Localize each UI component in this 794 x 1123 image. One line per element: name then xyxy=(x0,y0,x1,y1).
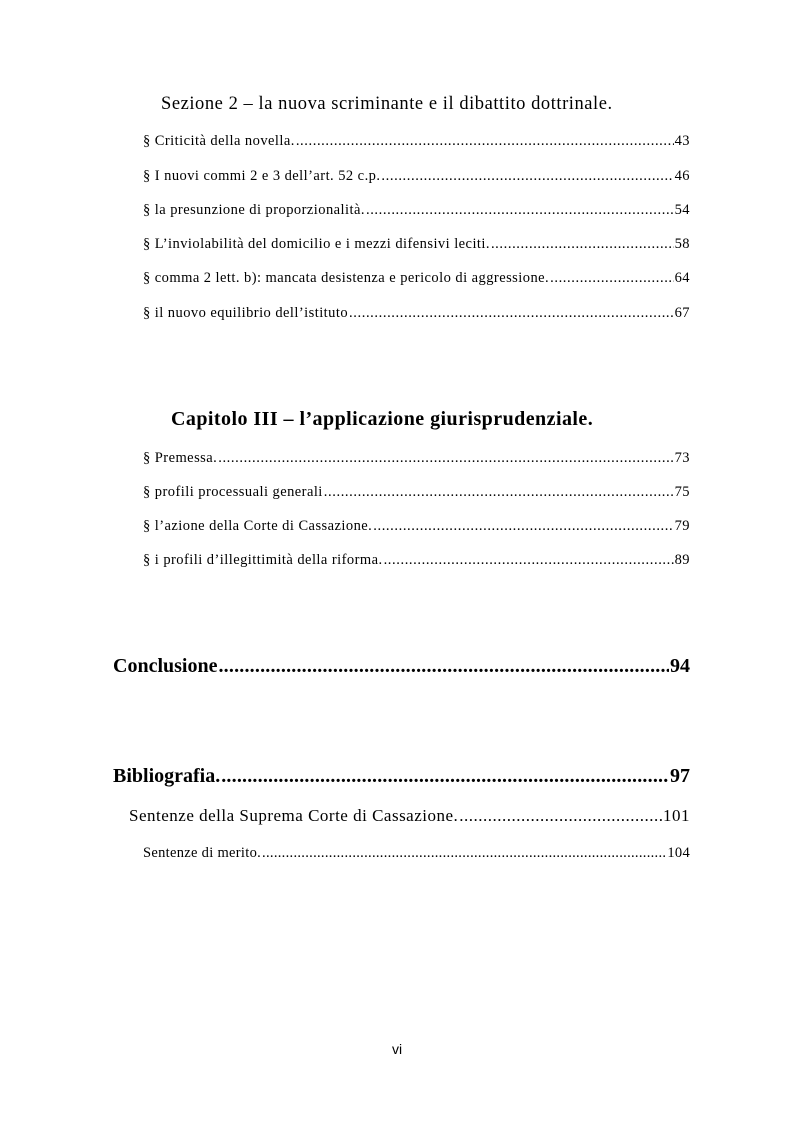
chapter-3-title: Capitolo III – l’applicazione giurisprudenziale. xyxy=(171,408,594,430)
toc-entry-page: 64 xyxy=(674,270,690,286)
toc-entry-label: § I nuovi commi 2 e 3 dell’art. 52 c.p. xyxy=(143,168,381,184)
toc-leader-dots xyxy=(296,133,674,150)
toc-entry[interactable] xyxy=(143,133,690,150)
toc-leader-dots xyxy=(218,450,673,467)
page-number: vi xyxy=(391,1041,403,1057)
toc-leader-dots xyxy=(373,518,673,535)
toc-entry-label: § comma 2 lett. b): mancata desistenza e pericolo di aggressione. xyxy=(143,270,550,286)
toc-entry-page: 75 xyxy=(674,484,690,500)
toc-entry-label: Sentenze di merito. xyxy=(143,845,262,861)
toc-entry-page: 67 xyxy=(674,305,690,321)
toc-conclusione-page: 94 xyxy=(670,655,690,677)
toc-entry-page: 43 xyxy=(674,133,690,149)
toc-entry[interactable] xyxy=(143,450,690,467)
toc-bibliografia-page: 97 xyxy=(670,765,690,787)
toc-leader-dots xyxy=(381,168,673,185)
toc-entry[interactable] xyxy=(143,168,690,185)
toc-conclusione[interactable] xyxy=(113,655,690,678)
toc-bibliografia-label: Bibliografia. xyxy=(113,765,221,787)
toc-leader-dots xyxy=(349,305,674,322)
toc-entry[interactable] xyxy=(143,305,690,322)
toc-leader-dots xyxy=(366,202,674,219)
toc-entry-page: 54 xyxy=(674,202,690,218)
toc-bibliografia-sub-cassazione[interactable] xyxy=(129,806,690,826)
toc-entry-label: § la presunzione di proporzionalità. xyxy=(143,202,365,218)
toc-entry-page: 58 xyxy=(674,236,690,252)
toc-bibliografia[interactable] xyxy=(113,765,690,788)
toc-leader-dots xyxy=(262,845,666,862)
toc-entry[interactable] xyxy=(143,270,690,287)
toc-entry-label: § l’azione della Corte di Cassazione. xyxy=(143,518,373,534)
toc-entry-label: § i profili d’illegittimità della riforma. xyxy=(143,552,383,568)
toc-entry-label: § il nuovo equilibrio dell’istituto xyxy=(143,305,349,321)
toc-leader-dots xyxy=(491,236,674,253)
toc-entry-page: 104 xyxy=(667,845,690,861)
toc-entry[interactable] xyxy=(143,552,690,569)
toc-entry-label: § Premessa. xyxy=(143,450,218,466)
toc-entry-label: Sentenze della Suprema Corte di Cassazione. xyxy=(129,806,459,825)
toc-leader-dots xyxy=(221,765,669,788)
toc-entry-page: 73 xyxy=(674,450,690,466)
toc-bibliografia-sub-merito[interactable] xyxy=(143,845,690,862)
toc-entry-page: 101 xyxy=(663,806,690,825)
toc-entry-page: 79 xyxy=(674,518,690,534)
toc-entry[interactable] xyxy=(143,484,690,501)
toc-entry[interactable] xyxy=(143,518,690,535)
toc-entry[interactable] xyxy=(143,202,690,219)
section-2-title: Sezione 2 – la nuova scriminante e il dibattito dottrinale. xyxy=(161,94,613,114)
toc-entry-label: § L’inviolabilità del domicilio e i mezzi difensivi leciti. xyxy=(143,236,490,252)
toc-entry-label: § Criticità della novella. xyxy=(143,133,295,149)
toc-entry-page: 46 xyxy=(674,168,690,184)
toc-entry-page: 89 xyxy=(674,552,690,568)
toc-leader-dots xyxy=(218,655,669,678)
toc-entry[interactable] xyxy=(143,236,690,253)
toc-leader-dots xyxy=(384,552,674,569)
toc-leader-dots xyxy=(550,270,673,287)
toc-leader-dots xyxy=(324,484,674,501)
toc-leader-dots xyxy=(459,806,662,826)
toc-entry-label: § profili processuali generali xyxy=(143,484,323,500)
toc-conclusione-label: Conclusione xyxy=(113,655,218,677)
